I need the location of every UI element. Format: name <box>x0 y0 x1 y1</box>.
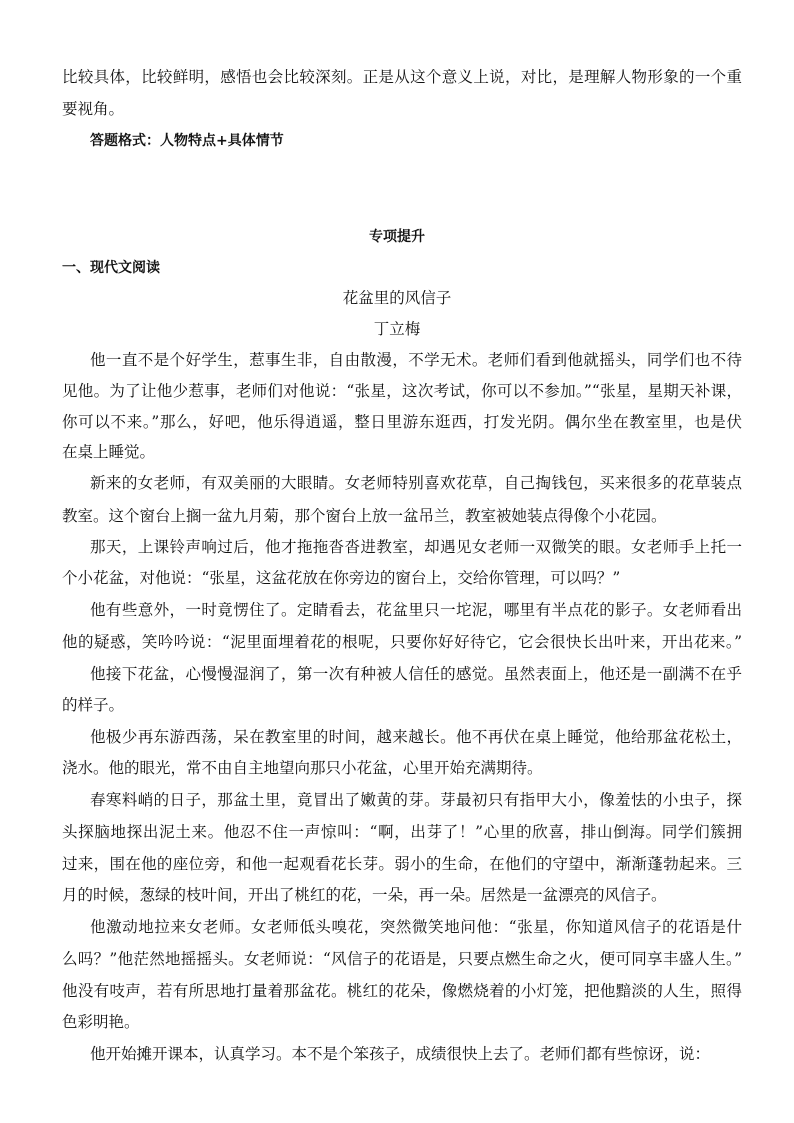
paragraph-line: 他没有吱声，若有所思地打量着那盆花。桃红的花朵，像燃烧着的小灯笼，把他黯淡的人生，照得 <box>62 982 742 1000</box>
article-author: 丁立梅 <box>373 320 421 338</box>
paragraph-line: 那天，上课铃声响过后，他才拖拖沓沓进教室，却遇见女老师一双微笑的眼。女老师手上托一 <box>90 538 742 556</box>
paragraph-line: 的样子。 <box>62 696 125 714</box>
intro-line-2: 要视角。 <box>62 100 125 118</box>
paragraph-line: 过来，围在他的座位旁，和他一起观看花长芽。弱小的生命，在他们的守望中，渐渐蓬勃起来。三 <box>62 855 742 873</box>
answer-format: 答题格式：人物特点+具体情节 <box>90 133 284 149</box>
article-title: 花盆里的风信子 <box>342 289 452 307</box>
paragraph-line: 个小花盆，对他说：“张星，这盆花放在你旁边的窗台上，交给你管理，可以吗？” <box>62 569 621 587</box>
paragraph-line: 他极少再东游西荡，呆在教室里的时间，越来越长。他不再伏在桌上睡觉，他给那盆花松土， <box>90 728 742 746</box>
intro-line-1: 比较具体，比较鲜明，感悟也会比较深刻。正是从这个意义上说，对比，是理解人物形象的一个重 <box>62 68 742 86</box>
paragraph-line: 色彩明艳。 <box>62 1013 140 1031</box>
paragraph-line: 浇水。他的眼光，常不由自主地望向那只小花盆，心里开始充满期待。 <box>62 759 543 777</box>
paragraph-line: 他开始摊开课本，认真学习。本不是个笨孩子，成绩很快上去了。老师们都有些惊讶，说： <box>90 1045 711 1063</box>
paragraph-line: 么吗？”他茫然地摇摇头。女老师说：“风信子的花语是，只要点燃生命之火，便可同享丰盛人生。” <box>62 950 742 968</box>
paragraph-line: 新来的女老师，有双美丽的大眼睛。女老师特别喜欢花草，自己掏钱包，买来很多的花草装点 <box>90 474 742 492</box>
section-subheading: 一、现代文阅读 <box>62 260 160 276</box>
paragraph-line: 见他。为了让他少惹事，老师们对他说：“张星，这次考试，你可以不参加。”“张星，星期天补课， <box>62 382 742 400</box>
paragraph-line: 他一直不是个好学生，惹事生非，自由散漫，不学无术。老师们看到他就摇头，同学们也不待 <box>90 351 742 369</box>
paragraph-line: 教室。这个窗台上搁一盆九月菊，那个窗台上放一盆吊兰，教室被她装点得像个小花园。 <box>62 507 667 525</box>
paragraph-line: 他有些意外，一时竟愣住了。定睛看去，花盆里只一坨泥，哪里有半点花的影子。女老师看出 <box>90 601 742 619</box>
paragraph-line: 他的疑惑，笑吟吟说：“泥里面埋着花的根呢，只要你好好待它，它会很快长出叶来，开出花来。” <box>62 633 742 651</box>
paragraph-line: 他激动地拉来女老师。女老师低头嗅花，突然微笑地问他：“张星，你知道风信子的花语是什 <box>90 918 742 936</box>
paragraph-line: 他接下花盆，心慢慢湿润了，第一次有种被人信任的感觉。虽然表面上，他还是一副满不在乎 <box>90 665 742 683</box>
paragraph-line: 你可以不来。”那么，好吧，他乐得逍遥，整日里游东逛西，打发光阴。偶尔坐在教室里，也是伏 <box>62 413 742 431</box>
paragraph-line: 月的时候，葱绿的枝叶间，开出了桃红的花，一朵，再一朵。居然是一盆漂亮的风信子。 <box>62 886 667 904</box>
paragraph-line: 春寒料峭的日子，那盆土里，竟冒出了嫩黄的芽。芽最初只有指甲大小，像羞怯的小虫子，探 <box>90 791 742 809</box>
paragraph-line: 在桌上睡觉。 <box>62 443 156 461</box>
paragraph-line: 头探脑地探出泥土来。他忍不住一声惊叫：“啊，出芽了！”心里的欣喜，排山倒海。同学们簇拥 <box>62 823 742 841</box>
section-heading: 专项提升 <box>369 229 425 245</box>
